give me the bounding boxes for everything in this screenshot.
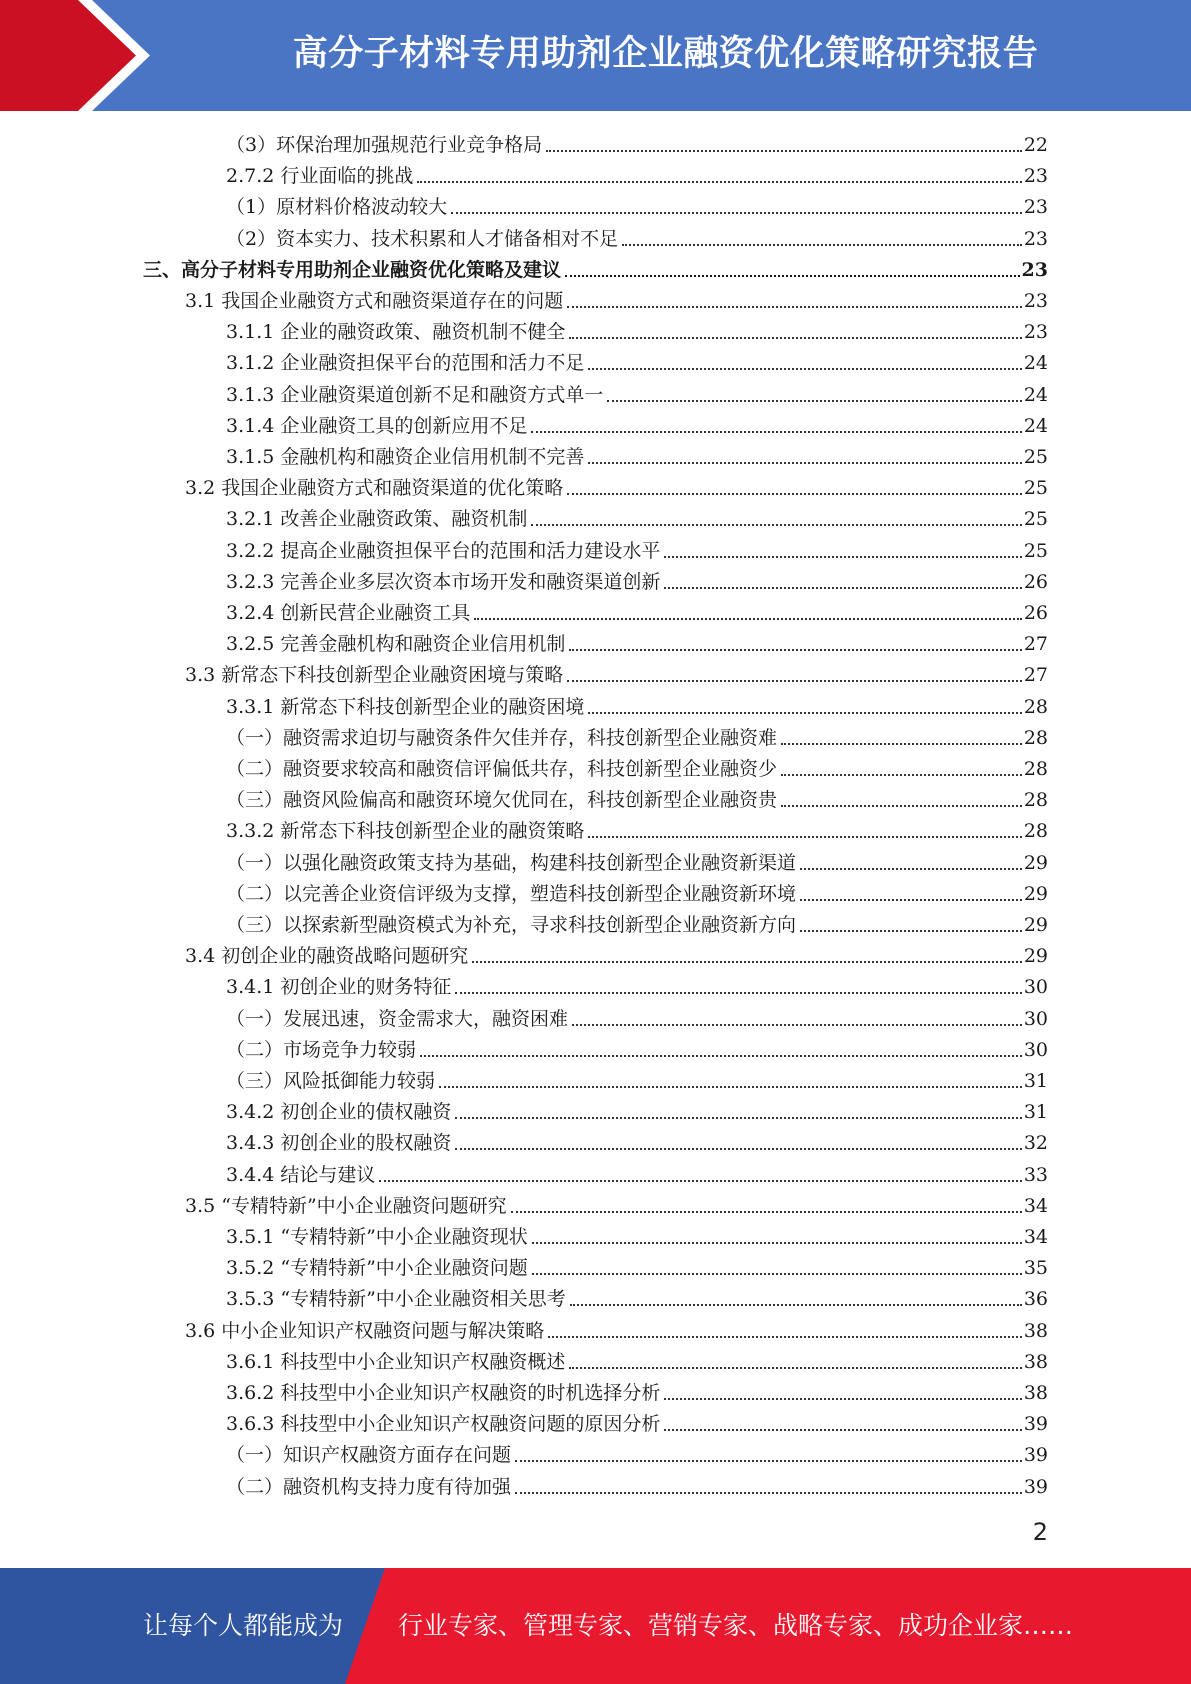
toc-dot-leader [588, 712, 1021, 714]
toc-entry-page: 24 [1023, 415, 1048, 437]
toc-dot-leader [565, 275, 1020, 277]
toc-entry[interactable] [226, 781, 1048, 812]
toc-entry-title: （二）融资要求较高和融资信评偏低共存，科技创新型企业融资少 [226, 758, 778, 780]
toc-dot-leader [417, 181, 1021, 183]
toc-entry-title: 3.1 我国企业融资方式和融资渠道存在的问题 [185, 290, 564, 312]
toc-dot-leader [455, 1148, 1021, 1150]
toc-entry-page: 24 [1023, 384, 1048, 406]
toc-entry[interactable] [226, 875, 1048, 906]
toc-entry-title: 3.6.2 科技型中小企业知识产权融资的时机选择分析 [226, 1382, 661, 1404]
toc-entry-page: 29 [1023, 852, 1048, 874]
toc-entry[interactable] [185, 656, 1048, 687]
toc-entry-title: 3.2.2 提高企业融资担保平台的范围和活力建设水平 [226, 540, 661, 562]
toc-dot-leader [781, 774, 1022, 776]
toc-entry-page: 25 [1023, 446, 1048, 468]
toc-dot-leader [664, 1398, 1021, 1400]
toc-entry-page: 38 [1023, 1382, 1048, 1404]
toc-entry-page: 28 [1023, 789, 1048, 811]
toc-dot-leader [588, 368, 1021, 370]
toc-entry-page: 29 [1023, 883, 1048, 905]
toc-dot-leader [572, 1024, 1022, 1026]
footer-slogan-left: 让每个人都能成为 [143, 1611, 344, 1640]
toc-dot-leader [567, 493, 1022, 495]
toc-entry[interactable] [185, 937, 1048, 968]
toc-entry-page: 23 [1023, 321, 1048, 343]
toc-entry-page: 23 [1023, 228, 1048, 250]
toc-dot-leader [622, 244, 1022, 246]
toc-entry[interactable] [143, 251, 1048, 282]
toc-entry-page: 23 [1021, 259, 1048, 281]
toc-entry-page: 28 [1023, 758, 1048, 780]
toc-dot-leader [781, 743, 1022, 745]
report-title: 高分子材料专用助剂企业融资优化策略研究报告 [292, 34, 1039, 74]
toc-dot-leader [439, 1086, 1022, 1088]
toc-entry-title: 3.1.1 企业的融资政策、融资机制不健全 [226, 321, 566, 343]
toc-entry-page: 22 [1023, 134, 1048, 156]
toc-entry[interactable] [226, 844, 1048, 875]
toc-entry-title: （一）知识产权融资方面存在问题 [226, 1444, 512, 1466]
toc-dot-leader [800, 930, 1022, 932]
toc-entry[interactable] [226, 188, 1048, 219]
toc-dot-leader [546, 150, 1022, 152]
toc-entry[interactable] [226, 1218, 1048, 1249]
toc-dot-leader [531, 524, 1021, 526]
toc-entry-title: （二）以完善企业资信评级为支撑，塑造科技创新型企业融资新环境 [226, 883, 797, 905]
toc-dot-leader [455, 992, 1021, 994]
toc-dot-leader [781, 805, 1022, 807]
footer-slogan-right: 行业专家、管理专家、营销专家、战略专家、成功企业家…… [398, 1611, 1074, 1640]
toc-entry-title: 3.2.5 完善金融机构和融资企业信用机制 [226, 633, 566, 655]
toc-entry[interactable] [226, 1280, 1048, 1311]
toc-entry-title: （三）以探索新型融资模式为补充，寻求科技创新型企业融资新方向 [226, 914, 797, 936]
chevron-arrow-icon [0, 0, 170, 111]
toc-entry-title: 3.1.4 企业融资工具的创新应用不足 [226, 415, 528, 437]
toc-entry[interactable] [226, 1405, 1048, 1436]
toc-entry-title: 三、高分子材料专用助剂企业融资优化策略及建议 [143, 259, 562, 281]
toc-entry[interactable] [226, 1000, 1048, 1031]
toc-entry[interactable] [226, 594, 1048, 625]
toc-entry[interactable] [226, 1093, 1048, 1124]
toc-dot-leader [569, 649, 1021, 651]
toc-entry[interactable] [226, 968, 1048, 999]
toc-entry-title: 3.3.1 新常态下科技创新型企业的融资困境 [226, 696, 585, 718]
toc-entry[interactable] [226, 126, 1048, 157]
toc-entry[interactable] [226, 625, 1048, 656]
toc-dot-leader [548, 1336, 1022, 1338]
toc-dot-leader [570, 1304, 1022, 1306]
toc-entry-title: 3.2.4 创新民营企业融资工具 [226, 602, 471, 624]
toc-entry[interactable] [226, 1468, 1048, 1499]
toc-entry-page: 29 [1023, 945, 1048, 967]
toc-entry-title: 3.5.1 “专精特新”中小企业融资现状 [226, 1226, 528, 1248]
toc-dot-leader [569, 337, 1021, 339]
toc-entry[interactable] [185, 1187, 1048, 1218]
toc-entry-page: 39 [1023, 1444, 1048, 1466]
toc-entry-title: （1）原材料价格波动较大 [226, 196, 448, 218]
toc-entry-page: 35 [1023, 1257, 1048, 1279]
toc-entry-title: 3.6.3 科技型中小企业知识产权融资问题的原因分析 [226, 1413, 661, 1435]
toc-entry-title: 3.4.3 初创企业的股权融资 [226, 1132, 452, 1154]
toc-entry[interactable] [226, 1436, 1048, 1467]
header-banner [0, 0, 1191, 111]
toc-entry[interactable] [226, 1124, 1048, 1155]
toc-entry-title: 3.4.1 初创企业的财务特征 [226, 976, 452, 998]
toc-dot-leader [567, 680, 1022, 682]
toc-dot-leader [531, 431, 1021, 433]
toc-dot-leader [664, 587, 1021, 589]
toc-entry-title: （三）风险抵御能力较弱 [226, 1070, 436, 1092]
toc-entry-page: 26 [1023, 571, 1048, 593]
toc-entry-page: 27 [1023, 664, 1048, 686]
toc-entry[interactable] [226, 688, 1048, 719]
toc-entry[interactable] [185, 469, 1048, 500]
toc-dot-leader [569, 1367, 1021, 1369]
toc-entry-title: （一）融资需求迫切与融资条件欠佳并存，科技创新型企业融资难 [226, 727, 778, 749]
toc-entry[interactable] [185, 282, 1048, 313]
toc-entry[interactable] [226, 532, 1048, 563]
toc-entry[interactable] [185, 1312, 1048, 1343]
toc-entry-page: 32 [1023, 1132, 1048, 1154]
toc-entry-title: 3.4 初创企业的融资战略问题研究 [185, 945, 469, 967]
toc-dot-leader [472, 961, 1022, 963]
toc-dot-leader [567, 306, 1022, 308]
toc-entry-title: 3.3.2 新常态下科技创新型企业的融资策略 [226, 820, 585, 842]
toc-dot-leader [588, 836, 1021, 838]
toc-entry-title: 3.2 我国企业融资方式和融资渠道的优化策略 [185, 477, 564, 499]
toc-entry[interactable] [226, 1062, 1048, 1093]
toc-entry-title: 3.2.3 完善企业多层次资本市场开发和融资渠道创新 [226, 571, 661, 593]
toc-dot-leader [588, 462, 1021, 464]
toc-entry-page: 30 [1023, 1039, 1048, 1061]
toc-entry-page: 28 [1023, 696, 1048, 718]
toc-entry-page: 23 [1023, 290, 1048, 312]
toc-entry-page: 25 [1023, 540, 1048, 562]
toc-entry[interactable] [226, 719, 1048, 750]
toc-entry-title: 3.5.3 “专精特新”中小企业融资相关思考 [226, 1288, 566, 1310]
toc-entry-title: 3.2.1 改善企业融资政策、融资机制 [226, 508, 528, 530]
toc-entry-title: （3）环保治理加强规范行业竞争格局 [226, 134, 543, 156]
toc-dot-leader [515, 1460, 1022, 1462]
toc-entry-page: 28 [1023, 820, 1048, 842]
toc-dot-leader [607, 400, 1021, 402]
toc-entry-title: （一）以强化融资政策支持为基础，构建科技创新型企业融资新渠道 [226, 852, 797, 874]
toc-entry-title: 3.5 “专精特新”中小企业融资问题研究 [185, 1195, 507, 1217]
page-number: 2 [1032, 1518, 1048, 1546]
toc-entry-page: 39 [1023, 1413, 1048, 1435]
toc-entry-title: 3.4.4 结论与建议 [226, 1164, 376, 1186]
toc-entry-title: 2.7.2 行业面临的挑战 [226, 165, 414, 187]
toc-entry-page: 34 [1023, 1195, 1048, 1217]
toc-entry[interactable] [226, 500, 1048, 531]
toc-entry-title: 3.1.2 企业融资担保平台的范围和活力不足 [226, 352, 585, 374]
toc-entry-page: 30 [1023, 976, 1048, 998]
toc-entry-page: 29 [1023, 914, 1048, 936]
toc-entry-title: （三）融资风险偏高和融资环境欠优同在，科技创新型企业融资贵 [226, 789, 778, 811]
toc-dot-leader [515, 1492, 1022, 1494]
toc-entry-title: （二）市场竞争力较弱 [226, 1039, 417, 1061]
toc-entry-page: 25 [1023, 508, 1048, 530]
toc-entry-page: 23 [1023, 196, 1048, 218]
toc-entry-title: （一）发展迅速，资金需求大，融资困难 [226, 1008, 569, 1030]
toc-entry-page: 27 [1023, 633, 1048, 655]
toc-entry-page: 34 [1023, 1226, 1048, 1248]
toc-dot-leader [800, 868, 1022, 870]
toc-entry-title: 3.1.5 金融机构和融资企业信用机制不完善 [226, 446, 585, 468]
toc-entry-page: 31 [1023, 1070, 1048, 1092]
toc-entry-title: 3.3 新常态下科技创新型企业融资困境与策略 [185, 664, 564, 686]
toc-entry[interactable] [226, 407, 1048, 438]
toc-entry-page: 39 [1023, 1476, 1048, 1498]
toc-entry[interactable] [226, 313, 1048, 344]
toc-entry-title: 3.5.2 “专精特新”中小企业融资问题 [226, 1257, 528, 1279]
toc-entry-title: （二）融资机构支持力度有待加强 [226, 1476, 512, 1498]
toc-entry-page: 30 [1023, 1008, 1048, 1030]
toc-dot-leader [532, 1273, 1022, 1275]
toc-entry[interactable] [226, 376, 1048, 407]
toc-entry[interactable] [226, 1156, 1048, 1187]
toc-entry-page: 38 [1023, 1351, 1048, 1373]
toc-entry-title: 3.6.1 科技型中小企业知识产权融资概述 [226, 1351, 566, 1373]
toc-entry[interactable] [226, 1343, 1048, 1374]
toc-dot-leader [451, 212, 1022, 214]
toc-dot-leader [664, 556, 1021, 558]
toc-entry-page: 23 [1023, 165, 1048, 187]
toc-entry-page: 26 [1023, 602, 1048, 624]
toc-entry[interactable] [226, 750, 1048, 781]
toc-entry[interactable] [226, 812, 1048, 843]
toc-entry-page: 28 [1023, 727, 1048, 749]
toc-dot-leader [420, 1055, 1022, 1057]
toc-dot-leader [800, 899, 1022, 901]
toc-entry-title: 3.4.2 初创企业的债权融资 [226, 1101, 452, 1123]
toc-entry[interactable] [226, 906, 1048, 937]
toc-entry[interactable] [226, 1374, 1048, 1405]
toc-entry[interactable] [226, 157, 1048, 188]
toc-entry[interactable] [226, 1249, 1048, 1280]
toc-entry-title: 3.6 中小企业知识产权融资问题与解决策略 [185, 1320, 545, 1342]
toc-entry[interactable] [226, 220, 1048, 251]
toc-dot-leader [379, 1180, 1021, 1182]
toc-dot-leader [532, 1242, 1022, 1244]
toc-entry-page: 31 [1023, 1101, 1048, 1123]
toc-entry-title: 3.1.3 企业融资渠道创新不足和融资方式单一 [226, 384, 604, 406]
toc-entry[interactable] [226, 438, 1048, 469]
toc-entry-page: 24 [1023, 352, 1048, 374]
toc-entry-page: 25 [1023, 477, 1048, 499]
toc-dot-leader [664, 1429, 1021, 1431]
toc-entry[interactable] [226, 344, 1048, 375]
toc-entry[interactable] [226, 563, 1048, 594]
toc-entry-title: （2）资本实力、技术积累和人才储备相对不足 [226, 228, 619, 250]
toc-entry-page: 33 [1023, 1164, 1048, 1186]
toc-dot-leader [455, 1117, 1021, 1119]
toc-entry-page: 36 [1023, 1288, 1048, 1310]
toc-dot-leader [474, 618, 1021, 620]
toc-dot-leader [511, 1211, 1022, 1213]
footer-banner [0, 1568, 1191, 1684]
toc-entry-page: 38 [1023, 1320, 1048, 1342]
toc-entry[interactable] [226, 1031, 1048, 1062]
